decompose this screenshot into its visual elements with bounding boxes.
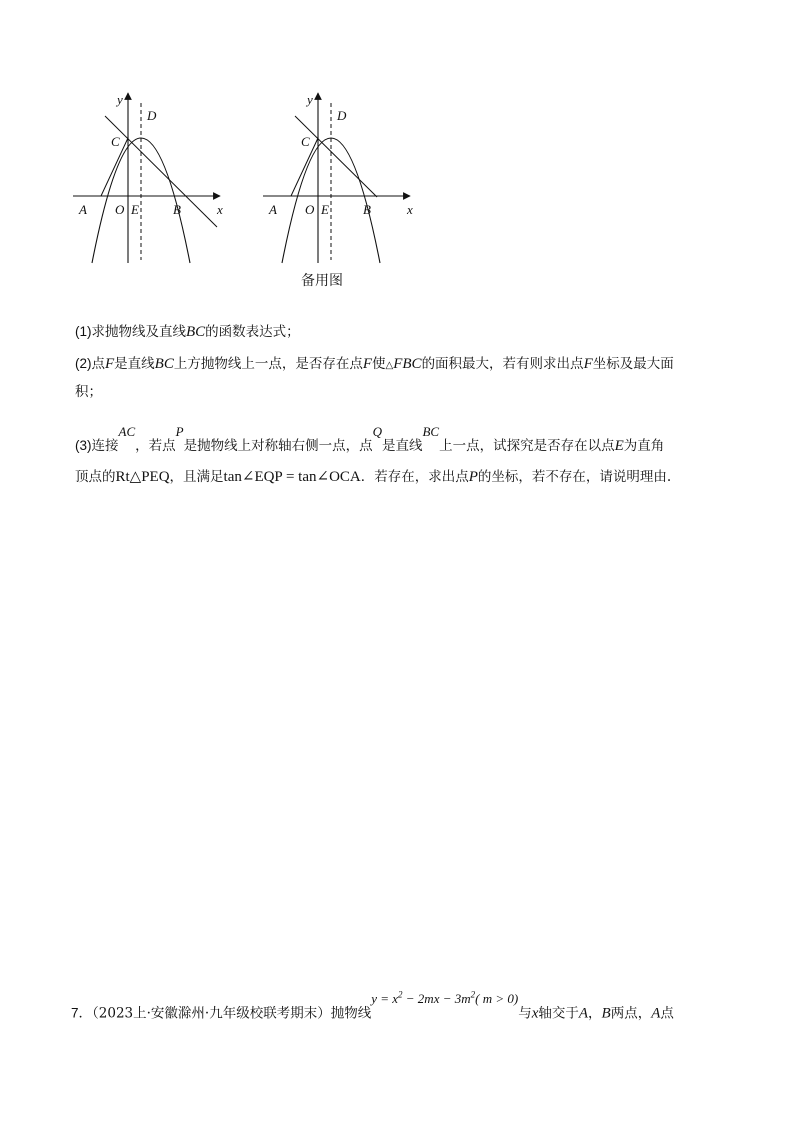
label-c: C	[301, 134, 310, 149]
figure-caption: 备用图	[301, 273, 343, 289]
label-y: y	[307, 92, 313, 107]
label-d: D	[147, 108, 157, 123]
question-3: (3)连接AC，若点P是抛物线上对称轴右侧一点，点Q是直线BC上一点，试探究是否存在以点E为直角	[75, 424, 665, 454]
question-number: (3)	[75, 438, 92, 453]
label-x: x	[217, 202, 223, 217]
question-number: (2)	[75, 356, 92, 371]
parabola-diagram-left	[65, 88, 240, 268]
label-c: C	[111, 134, 120, 149]
label-x: x	[407, 202, 413, 217]
parabola-diagram-right	[255, 88, 430, 268]
question-number: (1)	[75, 324, 92, 339]
label-b: B	[363, 202, 371, 217]
label-a: A	[79, 202, 87, 217]
question-2-continued: 积；	[75, 384, 102, 400]
figure-right	[255, 88, 430, 268]
question-7: 7．（2023上·安徽滁州·九年级校联考期末）抛物线$y = x^2 - 2mx - 3m^2$( m > 0)与x轴交于A，B两点，A点	[71, 990, 674, 1022]
parabola-equation: $y = x^2 - 2mx - 3m^2$( m > 0)	[371, 990, 519, 1007]
label-e: E	[131, 202, 139, 217]
label-o: O	[305, 202, 315, 217]
question-3-continued: 顶点的Rt△PEQ，且满足tan∠EQP = tan∠OCA．若存在，求出点P的坐标，若不存在，请说明理由.	[75, 469, 672, 485]
question-1: (1)求抛物线及直线BC的函数表达式；	[75, 324, 300, 340]
label-o: O	[115, 202, 125, 217]
label-e: E	[321, 202, 329, 217]
label-b: B	[173, 202, 181, 217]
question-source: （2023上·安徽滁州·九年级校联考期末）	[92, 1005, 331, 1022]
figure-left	[65, 88, 240, 268]
line-bc	[295, 116, 377, 197]
label-a: A	[269, 202, 277, 217]
question-2: (2)点F是直线BC上方抛物线上一点，是否存在点F使△FBC的面积最大，若有则求出点F坐标及最大面	[75, 356, 674, 372]
question-number: 7．	[71, 1005, 93, 1021]
label-d: D	[337, 108, 347, 123]
label-y: y	[117, 92, 123, 107]
